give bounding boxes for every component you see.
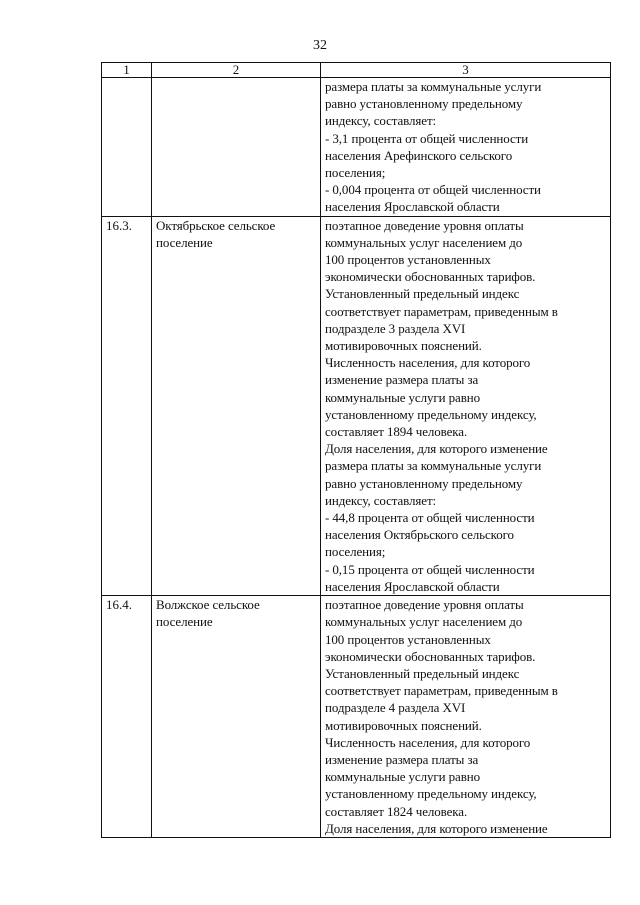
description-text bbox=[321, 78, 611, 217]
row-number bbox=[102, 78, 152, 217]
description-line: поселения; bbox=[325, 544, 386, 560]
description-line: составляет 1824 человека. bbox=[325, 803, 468, 819]
description-line: равно установленному предельному bbox=[325, 96, 523, 112]
description-line: коммунальных услуг населением до bbox=[325, 614, 523, 630]
table-body bbox=[102, 78, 611, 838]
description-line: населения Ярославской области bbox=[325, 199, 500, 215]
description-text bbox=[321, 216, 611, 595]
column-header-1: 1 bbox=[102, 63, 152, 78]
description-line: соответствует параметрам, приведенным в bbox=[325, 303, 558, 319]
settlement-name bbox=[152, 596, 321, 838]
description-line: Численность населения, для которого bbox=[325, 355, 531, 371]
description-line: - 0,004 процента от общей численности bbox=[325, 182, 541, 198]
table-row bbox=[102, 216, 611, 595]
description-line: соответствует параметрам, приведенным в bbox=[325, 683, 558, 699]
description-line: размера платы за коммунальные услуги bbox=[325, 458, 542, 474]
description-line: Установленный предельный индекс bbox=[325, 286, 520, 302]
description-line: Доля населения, для которого изменение bbox=[325, 820, 548, 836]
description-line: мотивировочных пояснений. bbox=[325, 717, 482, 733]
description-line: размера платы за коммунальные услуги bbox=[325, 79, 542, 94]
description-line: изменение размера платы за bbox=[325, 751, 479, 767]
description-line: поселения; bbox=[325, 165, 386, 181]
table-row bbox=[102, 596, 611, 838]
description-line: коммунальные услуги равно bbox=[325, 769, 480, 785]
description-line: - 44,8 процента от общей численности bbox=[325, 510, 535, 526]
description-line: поэтапное доведение уровня оплаты bbox=[325, 217, 524, 233]
settlement-name-line: поселение bbox=[156, 614, 213, 630]
description-line: населения Арефинского сельского bbox=[325, 147, 513, 163]
description-line: коммунальных услуг населением до bbox=[325, 234, 523, 250]
description-line: 100 процентов установленных bbox=[325, 252, 491, 268]
row-number: 16.4. bbox=[102, 596, 152, 838]
description-line: экономически обоснованных тарифов. bbox=[325, 648, 536, 664]
description-line: изменение размера платы за bbox=[325, 372, 479, 388]
row-number: 16.3. bbox=[102, 216, 152, 595]
description-line: поэтапное доведение уровня оплаты bbox=[325, 597, 524, 613]
column-header-3: 3 bbox=[321, 63, 611, 78]
settlement-name-line: Волжское сельское bbox=[156, 597, 260, 613]
description-line: составляет 1894 человека. bbox=[325, 424, 468, 440]
settlement-name-line: Октябрьское сельское bbox=[156, 217, 276, 233]
description-line: равно установленному предельному bbox=[325, 475, 523, 491]
table-header-row bbox=[102, 63, 611, 78]
settlement-name-line: поселение bbox=[156, 234, 213, 250]
description-line: подразделе 3 раздела XVI bbox=[325, 320, 466, 336]
description-line: 100 процентов установленных bbox=[325, 631, 491, 647]
page-number: 32 bbox=[313, 38, 327, 53]
description-line: Доля населения, для которого изменение bbox=[325, 441, 548, 457]
tariff-table bbox=[101, 62, 611, 838]
description-line: Установленный предельный индекс bbox=[325, 665, 520, 681]
column-header-2: 2 bbox=[152, 63, 321, 78]
description-line: индексу, составляет: bbox=[325, 113, 437, 129]
settlement-name bbox=[152, 216, 321, 595]
description-line: населения Ярославской области bbox=[325, 578, 500, 594]
description-text bbox=[321, 596, 611, 838]
settlement-name bbox=[152, 78, 321, 217]
description-line: установленному предельному индексу, bbox=[325, 786, 537, 802]
description-line: населения Октябрьского сельского bbox=[325, 527, 514, 543]
table-row bbox=[102, 78, 611, 217]
description-line: - 3,1 процента от общей численности bbox=[325, 130, 529, 146]
description-line: - 0,15 процента от общей численности bbox=[325, 561, 535, 577]
description-line: Численность населения, для которого bbox=[325, 734, 531, 750]
description-line: коммунальные услуги равно bbox=[325, 389, 480, 405]
description-line: подразделе 4 раздела XVI bbox=[325, 700, 466, 716]
description-line: экономически обоснованных тарифов. bbox=[325, 269, 536, 285]
description-line: установленному предельному индексу, bbox=[325, 406, 537, 422]
description-line: мотивировочных пояснений. bbox=[325, 338, 482, 354]
description-line: индексу, составляет: bbox=[325, 492, 437, 508]
